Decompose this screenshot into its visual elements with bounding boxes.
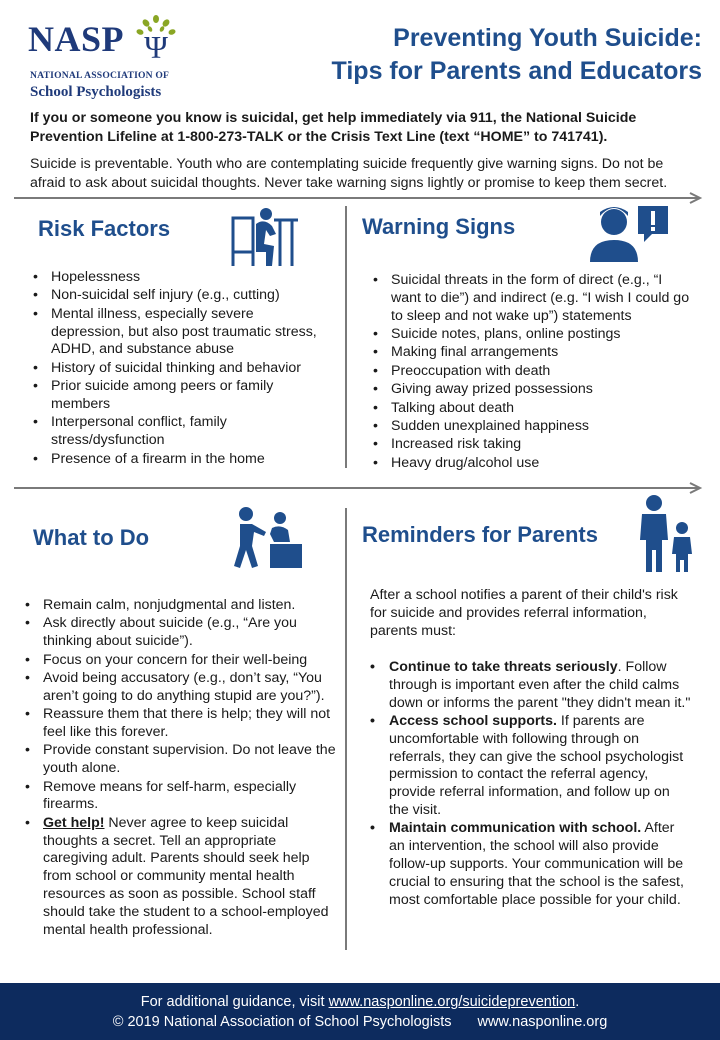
get-help-lead: Get help! (43, 814, 105, 831)
list-item: • Giving away prized possessions (370, 381, 690, 399)
list-item: • Interpersonal conflict, family stress/dysfunction (30, 414, 320, 450)
title-line-2: Tips for Parents and Educators (331, 57, 702, 85)
list-item: • Hopelessness (30, 269, 320, 287)
footer-copyright-line (0, 1014, 720, 1030)
list-item: • Focus on your concern for their well-being (22, 652, 340, 670)
list-item: • Mental illness, especially severe depression, but also post traumatic stress, ADHD, and substance abuse (30, 306, 320, 359)
page-title (332, 22, 702, 88)
list-item: • Suicidal threats in the form of direct (e.g., “I want to die”) and indirect (e.g. “I wish I could go to sleep and not wake up”) statements (370, 272, 690, 325)
svg-text:Ψ: Ψ (144, 29, 168, 64)
logo-wordmark: NASP (28, 19, 125, 59)
helping-person-icon (230, 506, 306, 568)
distressed-person-at-desk-icon (230, 204, 300, 268)
list-item: • Non-suicidal self injury (e.g., cutting) (30, 287, 320, 305)
suicide-prevention-link[interactable]: www.nasponline.org/suicideprevention (328, 994, 576, 1010)
reminders-list (370, 659, 692, 910)
list-item: • Heavy drug/alcohol use (370, 455, 690, 473)
risk-factors-list (30, 269, 320, 469)
list-item: • Remove means for self-harm, especially firearms. (22, 779, 340, 815)
risk-factors-heading: Risk Factors (38, 216, 171, 241)
list-item: • Increased risk taking (370, 436, 690, 454)
list-item: • Sudden unexplained happiness (370, 418, 690, 436)
list-item: • Avoid being accusatory (e.g., don’t say, “You aren’t going to do anything stupid are you?”). (22, 670, 340, 706)
list-item: • Access school supports. If parents are uncomfortable with following through on referrals, they can give the school psychologist permission to contact the referral agency, provide referral information, and follow up on the visit. (370, 713, 692, 820)
section-divider-arrow (14, 482, 706, 494)
person-speech-alert-icon (588, 200, 670, 262)
list-item: • Remain calm, nonjudgmental and listen. (22, 597, 340, 615)
parent-and-child-icon (636, 494, 696, 572)
nasp-logo (28, 14, 198, 100)
list-item: • Preoccupation with death (370, 363, 690, 381)
list-item: • History of suicidal thinking and behavior (30, 360, 320, 378)
list-item: • Provide constant supervision. Do not leave the youth alone. (22, 742, 340, 778)
intro-paragraph: Suicide is preventable. Youth who are contemplating suicide frequently give warning signs. Do not be afraid to ask about suicidal thoughts. Never take warning signs lightly or promise to keep them secret. (30, 156, 668, 191)
website-link[interactable]: www.nasponline.org (477, 1014, 608, 1030)
list-item: • Continue to take threats seriously. Follow through is important even after the child calms down or informs the parent "they didn't mean it." (370, 659, 692, 712)
list-item: • Presence of a firearm in the home (30, 451, 320, 469)
list-item: • Suicide notes, plans, online postings (370, 326, 690, 344)
logo-psi-leaves-icon (128, 14, 188, 64)
list-item: • Maintain communication with school. After an intervention, the school will also provide follow-up supports. Your communication will be crucial to ensuring that the school is the safest, most comfortable place possible for your child. (370, 820, 692, 909)
footer (0, 983, 720, 1040)
warning-signs-heading: Warning Signs (362, 214, 516, 239)
list-item (22, 815, 340, 940)
logo-line-school-psychologists: School Psychologists (30, 84, 162, 100)
crisis-notice: If you or someone you know is suicidal, get help immediately via 911, the National Suicide Prevention Lifeline at 1-800-273-TALK or the Crisis Text Line (text “HOME” to 741741). (30, 110, 637, 145)
footer-guidance: For additional guidance, visit www.nasponline.org/suicideprevention. (140, 994, 580, 1010)
what-to-do-list (22, 597, 340, 940)
title-line-1: Preventing Youth Suicide: (393, 24, 702, 52)
list-item: • Prior suicide among peers or family members (30, 378, 320, 414)
list-item: • Talking about death (370, 400, 690, 418)
reminders-intro: After a school notifies a parent of their child's risk for suicide and provides referral information, parents must: (370, 587, 678, 639)
list-item: • Reassure them that there is help; they will not feel like this forever. (22, 706, 340, 742)
list-item: • Making final arrangements (370, 344, 690, 362)
what-to-do-heading: What to Do (33, 525, 150, 550)
list-item: • Ask directly about suicide (e.g., “Are you thinking about suicide”). (22, 615, 340, 651)
copyright: © 2019 National Association of School Psychologists (112, 1014, 452, 1030)
get-help-text: Never agree to keep suicidal thoughts a secret. Tell an appropriate caregiving adult. Parents should seek help from school or community mental health resources as soon as possible. School staff should take the student to a school-employed mental health professional. (43, 814, 329, 938)
column-divider (345, 206, 347, 468)
logo-line-association: NATIONAL ASSOCIATION OF (30, 70, 170, 81)
column-divider (345, 508, 347, 950)
warning-signs-list (370, 272, 690, 473)
reminders-heading: Reminders for Parents (362, 522, 598, 547)
